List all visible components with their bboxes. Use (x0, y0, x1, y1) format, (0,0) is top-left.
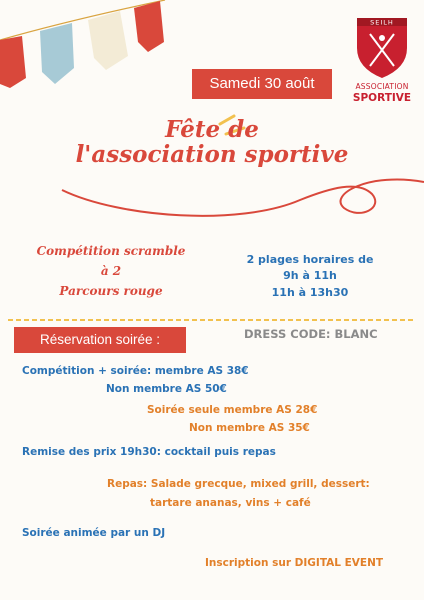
logo-line1: ASSOCIATION (355, 82, 409, 91)
prizes-info: Remise des prix 19h30: cocktail puis repas (22, 446, 276, 458)
logo-line2: SPORTIVE (352, 92, 412, 104)
schedule-line1: 2 plages horaires de (246, 253, 374, 266)
dashed-divider (8, 317, 416, 323)
price-evening-member: Soirée seule membre AS 28€ (147, 404, 318, 416)
page-title-line1: Fête de (165, 116, 259, 143)
bunting-decoration (0, 0, 170, 95)
page-title-line2: l'association sportive (75, 141, 349, 168)
competition-line2: à 2 (100, 264, 122, 278)
competition-line3: Parcours rouge (59, 284, 163, 298)
date-badge: Samedi 30 août (192, 69, 332, 99)
meal-line2: tartare ananas, vins + café (150, 497, 311, 509)
registration-info: Inscription sur DIGITAL EVENT (205, 557, 384, 569)
club-shield-icon (352, 12, 412, 80)
club-logo (352, 12, 412, 122)
reservation-heading: Réservation soirée : (14, 327, 186, 353)
dress-code: DRESS CODE: BLANC (244, 327, 378, 341)
bunting-flag-cream (88, 11, 128, 70)
price-evening-nonmember: Non membre AS 35€ (189, 422, 310, 434)
price-competition-member: Compétition + soirée: membre AS 38€ (22, 365, 249, 377)
schedule-line2: 9h à 11h (283, 269, 337, 282)
bunting-flag-red-2 (134, 1, 164, 52)
bunting-flag-blue (40, 23, 74, 84)
dj-info: Soirée animée par un DJ (22, 527, 166, 539)
bunting-flag-red (0, 36, 26, 88)
schedule-line3: 11h à 13h30 (271, 286, 349, 299)
price-competition-nonmember: Non membre AS 50€ (106, 383, 227, 395)
competition-line1: Compétition scramble (36, 244, 186, 258)
logo-arc-text: SEILH (370, 18, 394, 27)
meal-line1: Repas: Salade grecque, mixed grill, dessert: (107, 478, 370, 490)
